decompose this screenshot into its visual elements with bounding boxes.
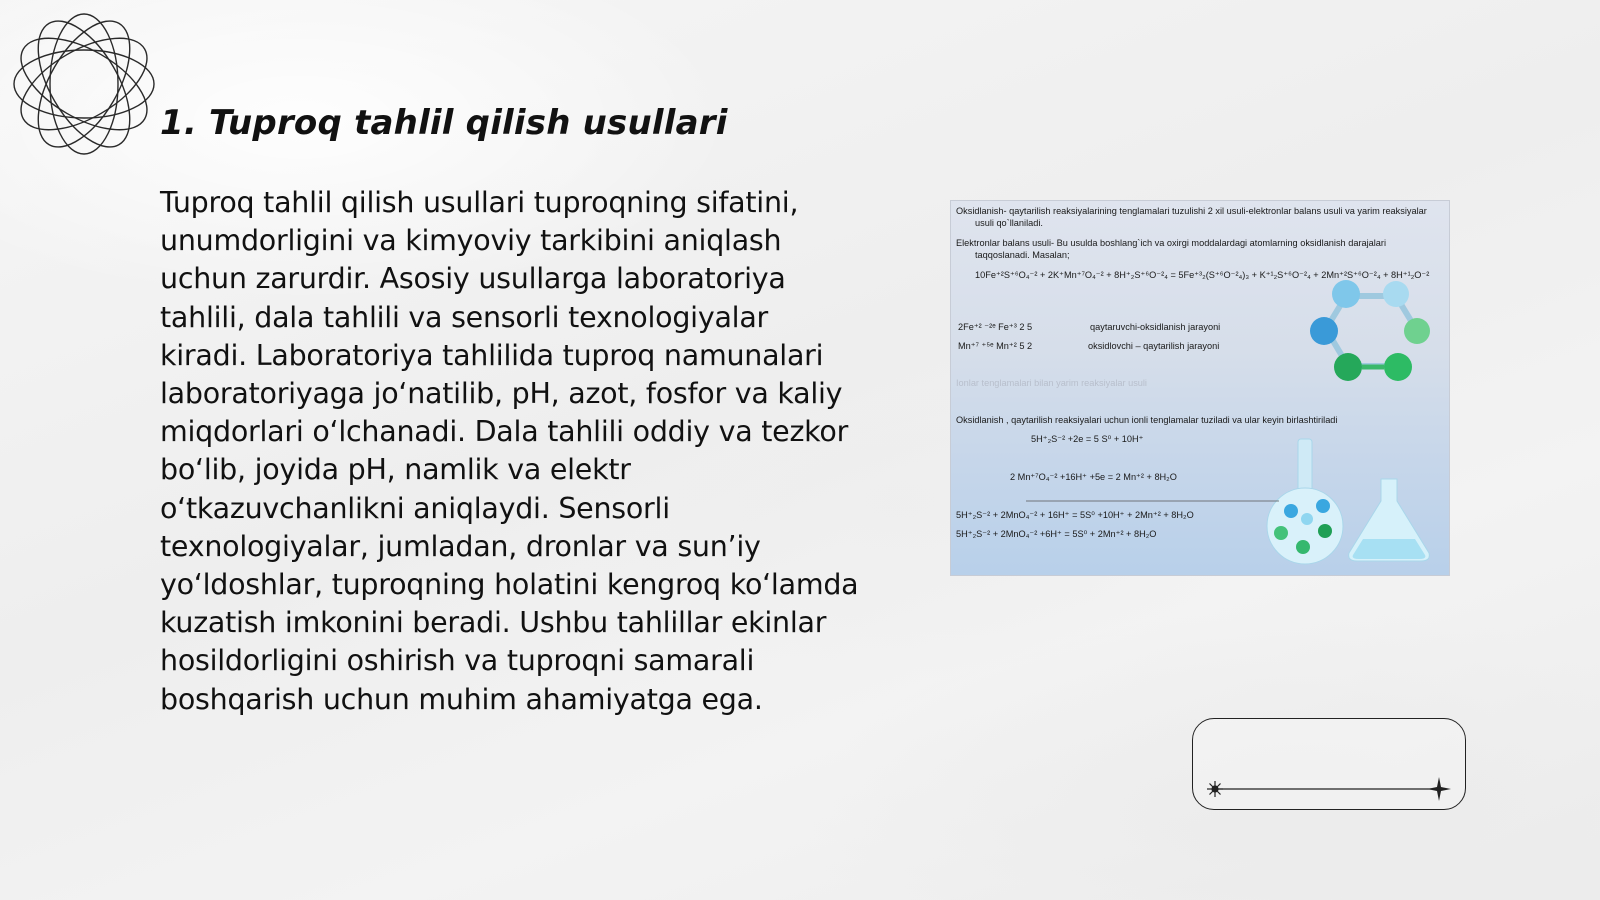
chemistry-equations-image — [950, 200, 1450, 576]
sunburst-icon — [1207, 781, 1223, 797]
sparkle-star-icon — [1427, 777, 1451, 801]
figure-row-1-left: 2Fe⁺² ⁻²ᵉ Fe⁺³ 2 5 — [958, 322, 1033, 332]
figure-row-1-right: qaytaruvchi-oksidlanish jarayoni — [1090, 322, 1221, 332]
figure-text-line-1: Oksidlanish- qaytarilish reaksiyalarining tenglamalari tuzulishi 2 xil usuli-elektronlar balans usuli va yarim reaksiyalar usuli qo`llaniladi. — [956, 206, 1427, 228]
figure-equation-5: 5H⁺₂S⁻² + 2MnO₄⁻² +6H⁺ = 5S⁰ + 2Mn⁺² + 8H₂O — [956, 529, 1157, 539]
timeline-line-ornament — [1193, 719, 1467, 811]
figure-row-2-left: Mn⁺⁷ ⁺⁵ᵉ Mn⁺² 5 2 — [958, 341, 1033, 351]
figure-equation-2: 5H⁺₂S⁻² +2e = 5 S⁰ + 10H⁺ — [1031, 434, 1144, 444]
conical-flask-icon — [1349, 479, 1430, 561]
figure-faded-line: Ionlar tenglamalari bilan yarim reaksiyalar usuli — [956, 378, 1147, 388]
molecule-ring-icon — [1310, 280, 1430, 381]
figure-equation-4: 5H⁺₂S⁻² + 2MnO₄⁻² + 16H⁺ = 5S⁰ +10H⁺ + 2Mn⁺² + 8H₂O — [956, 510, 1194, 520]
decorative-rounded-box — [1192, 718, 1466, 810]
round-flask-icon — [1267, 439, 1343, 564]
slide-title: 1. Tuproq tahlil qilish usullari — [160, 103, 728, 143]
body-paragraph: Tuproq tahlil qilish usullari tuproqning sifatini, unumdorligini va kimyoviy tarkibini aniqlash uchun zarurdir. Asosiy usullarga laboratoriya tahlili, dala tahlili va sensorli texnologiyalar kiradi. Laboratoriya tahlilida tuproq namunalari laboratoriyaga jo‘natilib, pH, azot, fosfor va kaliy miqdorlari o‘lchanadi. Dala tahlili oddiy va tezkor bo‘lib, joyida pH, namlik va elektr o‘tkazuvchanlikni aniqlaydi. Sensorli texnologiyalar, jumladan, dronlar va sun’iy yo‘ldoshlar, tuproqning holatini kengroq ko‘lamda kuzatish imkonini beradi. Ushbu tahlillar ekinlar hosildorligini oshirish va tuproqni samarali boshqarish uchun muhim ahamiyatga ega. — [160, 186, 859, 716]
decorative-rings-ornament — [10, 10, 158, 158]
figure-row-2-right: oksidlovchi – qaytarilish jarayoni — [1088, 341, 1220, 351]
figure-text-line-2: Elektronlar balans usuli- Bu usulda boshlang`ich va oxirgi moddalardagi atomlarning oksidlanish darajalari taqqoslanadi. Masalan; — [956, 238, 1387, 260]
figure-equation-1: 10Fe⁺²S⁺⁶O₄⁻² + 2K⁺Mn⁺⁷O₄⁻² + 8H⁺₂S⁺⁶O⁻²₄ = 5Fe⁺³₂(S⁺⁶O⁻²₄)₃ + K⁺¹₂S⁺⁶O⁻²₄ + 2Mn⁺²S⁺⁶O⁻²₄ + 8H⁺¹₂O⁻² — [975, 270, 1430, 280]
figure-equation-3: 2 Mn⁺⁷O₄⁻² +16H⁺ +5e = 2 Mn⁺² + 8H₂O — [1010, 472, 1177, 482]
figure-text-line-3: Oksidlanish , qaytarilish reaksiyalari uchun ionli tenglamalar tuziladi va ular keyin birlashtiriladi — [956, 415, 1338, 425]
